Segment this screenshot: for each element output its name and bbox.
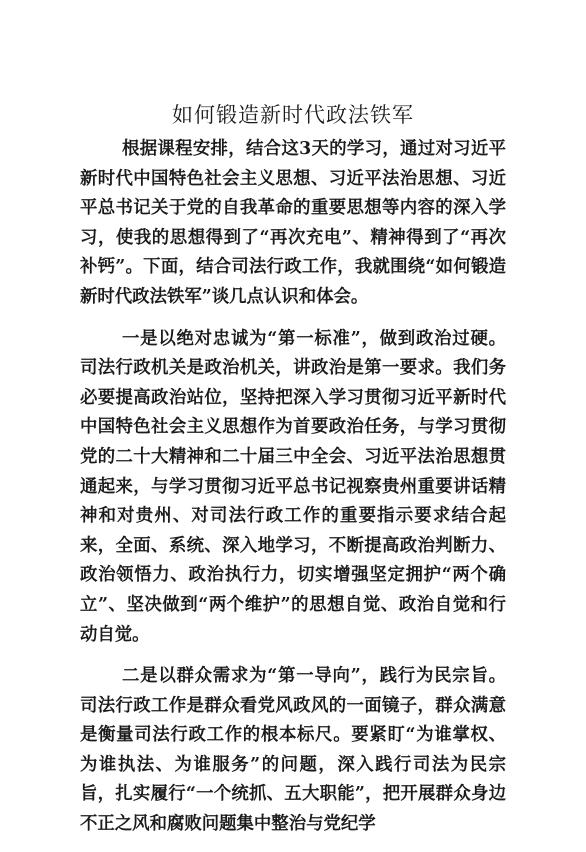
document-title: 如何锻造新时代政法铁军 — [172, 103, 414, 127]
paragraph-people: 二是以群众需求为“第一导向”，践行为民宗旨。司法行政工作是群众看党风政风的一面镜子，群众满意是衡量司法行政工作的根本标尺。要紧盯“为谁掌权、为谁执法、为谁服务”的问题，深入践行司法为民宗旨，扎实履行“一个统抓、五大职能”，把开展群众身边不正之风和腐败问题集中整治与党纪学 — [80, 666, 506, 835]
document-body — [80, 135, 506, 852]
paragraph-intro: 根据课程安排，结合这3天的学习，通过对习近平新时代中国特色社会主义思想、习近平法治思想、习近平总书记关于党的自我革命的重要思想等内容的深入学习，使我的思想得到了“再次充电”、精神得到了“再次补钙”。下面，结合司法行政工作，我就围绕“如何锻造新时代政法铁军”谈几点认识和体会。 — [80, 139, 506, 307]
paragraph-loyalty: 一是以绝对忠诚为“第一标准”，做到政治过硬。司法行政机关是政治机关，讲政治是第一要求。我们务必要提高政治站位，坚持把深入学习贯彻习近平新时代中国特色社会主义思想作为首要政治任务，与学习贯彻党的二十大精神和二十届三中全会、习近平法治思想贯通起来，与学习贯彻习近平总书记视察贵州重要讲话精神和对贵州、对司法行政工作的重要指示要求结合起来，全面、系统、深入地学习，不断提高政治判断力、政治领悟力、政治执行力，切实增强坚定拥护“两个确立”、坚决做到“两个维护”的思想自觉、政治自觉和行动自觉。 — [80, 328, 506, 645]
